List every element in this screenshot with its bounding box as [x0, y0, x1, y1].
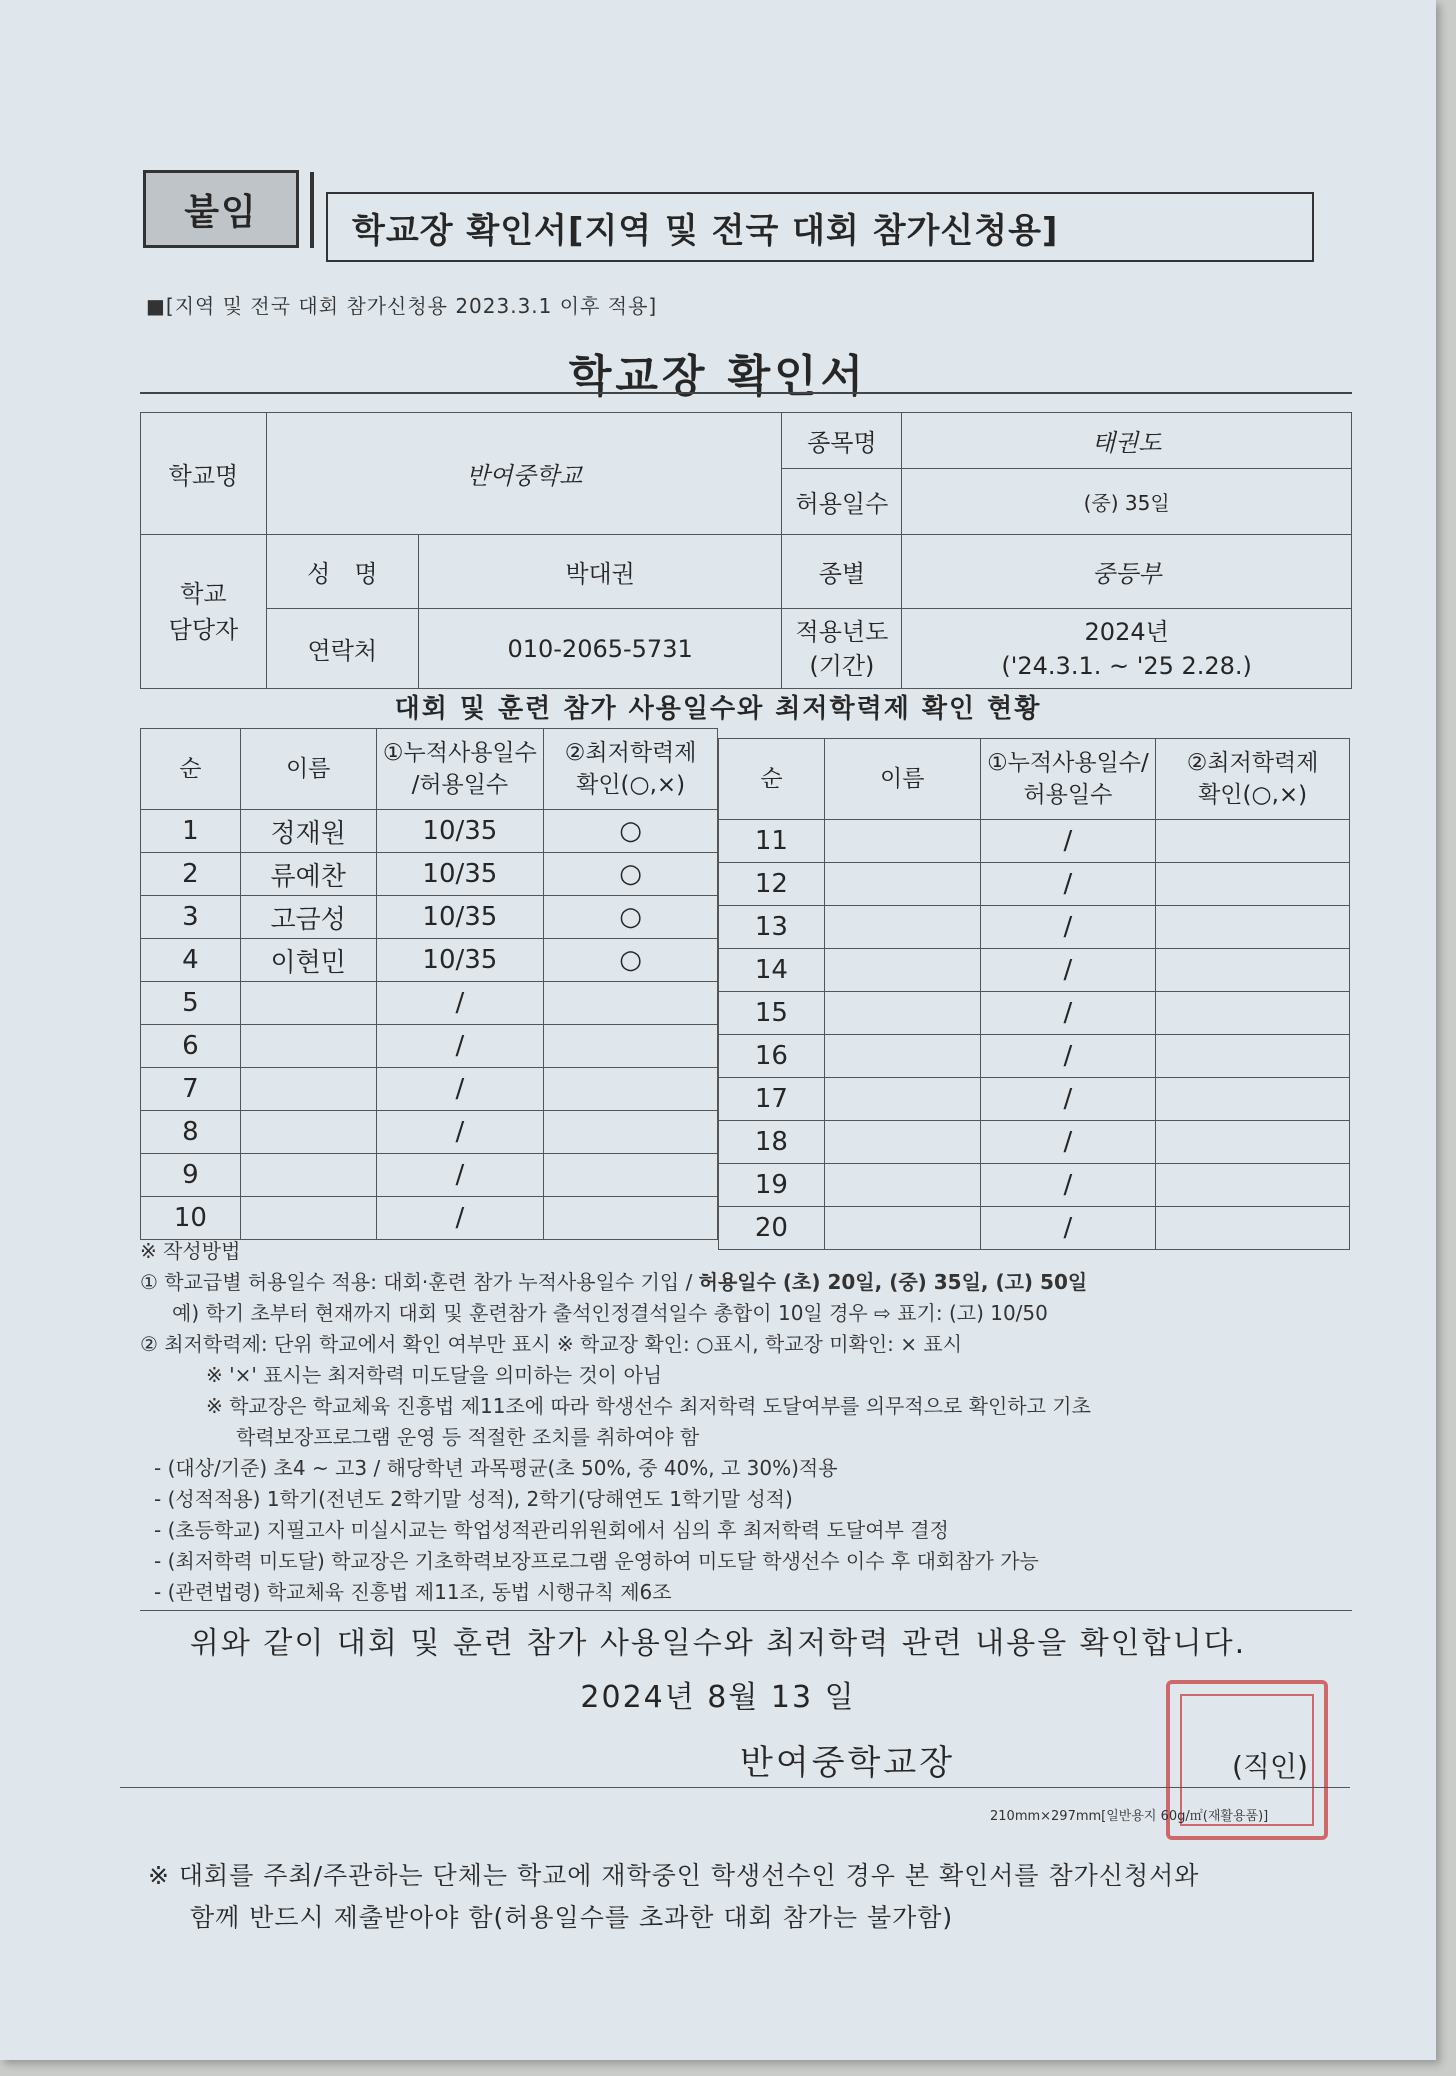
row-name — [824, 1078, 980, 1121]
row-seq: 9 — [141, 1154, 241, 1197]
detail-2: - (성적적용) 1학기(전년도 2학기말 성적), 2학기(당해연도 1학기말 성적) — [154, 1487, 793, 1511]
writing-instructions — [140, 1236, 1360, 1608]
notes-heading: ※ 작성방법 — [140, 1239, 241, 1263]
manager-label: 학교 담당자 — [141, 535, 267, 689]
note-1-example: 예) 학기 초부터 현재까지 대회 및 훈련참가 출석인정결석일수 총합이 10일 경우 ⇨ 표기: (고) 10/50 — [172, 1301, 1048, 1325]
manager-name-label: 성 명 — [266, 535, 418, 609]
school-name-label: 학교명 — [141, 413, 267, 535]
row-seq: 3 — [141, 896, 241, 939]
note-1-bold: 허용일수 (초) 20일, (중) 35일, (고) 50일 — [698, 1270, 1088, 1294]
row-days: 10/35 — [376, 896, 544, 939]
row-days: / — [980, 1035, 1156, 1078]
row-check: ○ — [544, 896, 718, 939]
header-days: ①누적사용일수 /허용일수 — [376, 729, 544, 810]
divider — [140, 392, 1352, 394]
header-seq-right: 순 — [719, 739, 825, 820]
detail-3: - (초등학교) 지필고사 미실시교는 학업성적관리위원회에서 심의 후 최저학력 도달여부 결정 — [154, 1518, 949, 1542]
info-table — [140, 412, 1352, 689]
row-name — [824, 1164, 980, 1207]
row-days: 10/35 — [376, 853, 544, 896]
row-name — [824, 863, 980, 906]
row-days: / — [980, 1121, 1156, 1164]
row-seq: 14 — [719, 949, 825, 992]
confirmation-statement: 위와 같이 대회 및 훈련 참가 사용일수와 최저학력 관련 내용을 확인합니다. — [189, 1626, 1247, 1661]
table-row — [719, 992, 1350, 1035]
row-days: 10/35 — [376, 939, 544, 982]
allowed-days-value: (중) 35일 — [902, 469, 1352, 535]
row-name — [240, 1197, 376, 1240]
detail-1: - (대상/기준) 초4 ~ 고3 / 해당학년 과목평균(초 50%, 중 40%, 고 30%)적용 — [154, 1456, 838, 1480]
row-seq: 20 — [719, 1207, 825, 1250]
header-name: 이름 — [240, 729, 376, 810]
row-seq: 17 — [719, 1078, 825, 1121]
table-row — [141, 1197, 718, 1240]
row-check — [1156, 1035, 1350, 1078]
row-days: / — [980, 820, 1156, 863]
year-period: ('24.3.1. ~ '25 2.28.) — [1001, 651, 1252, 680]
row-name — [240, 1025, 376, 1068]
roster-table-left — [140, 728, 718, 1240]
row-seq: 13 — [719, 906, 825, 949]
event-value: 태권도 — [902, 413, 1352, 469]
detail-4: - (최저학력 미도달) 학교장은 기초학력보장프로그램 운영하여 미도달 학생선수 이수 후 대회참가 가능 — [154, 1549, 1039, 1573]
row-days: / — [376, 1068, 544, 1111]
row-check: ○ — [544, 853, 718, 896]
divider — [140, 1610, 1352, 1611]
row-check — [1156, 820, 1350, 863]
row-name — [824, 906, 980, 949]
row-check — [1156, 992, 1350, 1035]
note-1-text: ① 학교급별 허용일수 적용: 대회·훈련 참가 누적사용일수 기입 / — [140, 1270, 699, 1294]
note-4b: 학력보장프로그램 운영 등 적절한 조치를 취하여야 함 — [236, 1425, 700, 1449]
row-check — [544, 1068, 718, 1111]
note-3: ※ '×' 표시는 최저학력 미도달을 의미하는 것이 아님 — [206, 1363, 663, 1387]
applicability-note: ■[지역 및 전국 대회 참가신청용 2023.3.1 이후 적용] — [146, 294, 658, 318]
row-check — [1156, 863, 1350, 906]
roster-left-body — [141, 810, 718, 1240]
row-seq: 18 — [719, 1121, 825, 1164]
contact-label: 연락처 — [266, 609, 418, 689]
table-row — [719, 1121, 1350, 1164]
header-days-right: ①누적사용일수/ 허용일수 — [980, 739, 1156, 820]
row-days: / — [980, 863, 1156, 906]
row-days: / — [980, 949, 1156, 992]
row-days: / — [376, 1025, 544, 1068]
row-seq: 7 — [141, 1068, 241, 1111]
manager-name-value: 박대권 — [418, 535, 782, 609]
row-seq: 6 — [141, 1025, 241, 1068]
row-check — [544, 1111, 718, 1154]
roster-section-title: 대회 및 훈련 참가 사용일수와 최저학력제 확인 현황 — [394, 694, 1042, 724]
row-name: 류예찬 — [240, 853, 376, 896]
row-days: / — [980, 1164, 1156, 1207]
submission-footnote — [148, 1855, 1378, 1939]
document-title: 학교장 확인서[지역 및 전국 대회 참가신청용] — [326, 192, 1314, 262]
row-seq: 10 — [141, 1197, 241, 1240]
row-check: ○ — [544, 939, 718, 982]
paper-size-note: 210mm×297mm[일반용지 60g/㎡(재활용품)] — [990, 1809, 1269, 1824]
official-seal-mark: (직인) — [1232, 1750, 1308, 1783]
table-row — [141, 982, 718, 1025]
roster-table-right — [718, 738, 1350, 1250]
row-seq: 5 — [141, 982, 241, 1025]
note-2: ② 최저학력제: 단위 학교에서 확인 여부만 표시 ※ 학교장 확인: ○표시, 학교장 미확인: × 표시 — [140, 1332, 963, 1356]
contact-value: 010-2065-5731 — [418, 609, 782, 689]
row-name — [240, 1068, 376, 1111]
row-name — [824, 820, 980, 863]
row-name — [824, 949, 980, 992]
roster-right-body — [719, 820, 1350, 1250]
allowed-days-label: 허용일수 — [782, 469, 902, 535]
row-name — [240, 1154, 376, 1197]
row-name — [240, 982, 376, 1025]
row-days: / — [980, 906, 1156, 949]
row-days: 10/35 — [376, 810, 544, 853]
header-academic-right: ②최저학력제 확인(○,×) — [1156, 739, 1350, 820]
row-seq: 15 — [719, 992, 825, 1035]
row-name: 이현민 — [240, 939, 376, 982]
row-name — [824, 992, 980, 1035]
row-name: 고금성 — [240, 896, 376, 939]
attachment-label: 붙임 — [143, 170, 299, 248]
header-seq: 순 — [141, 729, 241, 810]
table-row — [141, 1111, 718, 1154]
table-row — [141, 1154, 718, 1197]
row-check — [544, 1154, 718, 1197]
table-row — [719, 949, 1350, 992]
row-seq: 11 — [719, 820, 825, 863]
row-check — [1156, 906, 1350, 949]
table-row — [719, 1035, 1350, 1078]
row-check — [544, 982, 718, 1025]
year-cell — [902, 609, 1352, 689]
category-label: 종별 — [782, 535, 902, 609]
row-seq: 1 — [141, 810, 241, 853]
table-row — [719, 863, 1350, 906]
title-frame-shadow — [310, 172, 314, 248]
table-row — [141, 1068, 718, 1111]
row-name — [824, 1035, 980, 1078]
table-row — [141, 939, 718, 982]
row-seq: 16 — [719, 1035, 825, 1078]
row-days: / — [980, 1078, 1156, 1121]
table-row — [141, 1025, 718, 1068]
confirmation-date: 2024년 8월 13 일 — [580, 1680, 856, 1715]
year-value: 2024년 — [1084, 617, 1169, 646]
year-label: 적용년도 (기간) — [782, 609, 902, 689]
row-check: ○ — [544, 810, 718, 853]
row-seq: 2 — [141, 853, 241, 896]
row-check — [544, 1197, 718, 1240]
row-days: / — [376, 1197, 544, 1240]
header-name-right: 이름 — [824, 739, 980, 820]
table-row — [141, 853, 718, 896]
principal-title: 반여중학교장 — [740, 1743, 956, 1783]
footnote-line-1: ※ 대회를 주최/주관하는 단체는 학교에 재학중인 학생선수인 경우 본 확인서를 참가신청서와 — [148, 1861, 1200, 1890]
note-4a: ※ 학교장은 학교체육 진흥법 제11조에 따라 학생선수 최저학력 도달여부를 의무적으로 확인하고 기초 — [206, 1394, 1091, 1418]
note-1 — [140, 1267, 1360, 1298]
row-check — [1156, 1078, 1350, 1121]
event-label: 종목명 — [782, 413, 902, 469]
category-value: 중등부 — [902, 535, 1352, 609]
row-days: / — [376, 982, 544, 1025]
row-days: / — [980, 992, 1156, 1035]
row-days: / — [376, 1111, 544, 1154]
table-row — [141, 896, 718, 939]
row-check — [1156, 1164, 1350, 1207]
divider — [120, 1787, 1350, 1788]
row-seq: 12 — [719, 863, 825, 906]
row-name — [240, 1111, 376, 1154]
table-row — [719, 906, 1350, 949]
row-name — [824, 1121, 980, 1164]
table-row — [141, 810, 718, 853]
row-check — [544, 1025, 718, 1068]
table-row — [719, 1078, 1350, 1121]
row-days: / — [980, 1207, 1156, 1250]
row-check — [1156, 949, 1350, 992]
table-row — [719, 1164, 1350, 1207]
row-seq: 19 — [719, 1164, 825, 1207]
main-title: 학교장 확인서 — [568, 351, 868, 402]
row-check — [1156, 1121, 1350, 1164]
footnote-line-2: 함께 반드시 제출받아야 함(허용일수를 초과한 대회 참가는 불가함) — [190, 1903, 954, 1932]
detail-5: - (관련법령) 학교체육 진흥법 제11조, 동법 시행규칙 제6조 — [154, 1580, 672, 1604]
row-days: / — [376, 1154, 544, 1197]
row-seq: 8 — [141, 1111, 241, 1154]
table-row — [719, 820, 1350, 863]
header-academic: ②최저학력제 확인(○,×) — [544, 729, 718, 810]
row-seq: 4 — [141, 939, 241, 982]
row-name: 정재원 — [240, 810, 376, 853]
school-name-value: 반여중학교 — [266, 413, 782, 535]
